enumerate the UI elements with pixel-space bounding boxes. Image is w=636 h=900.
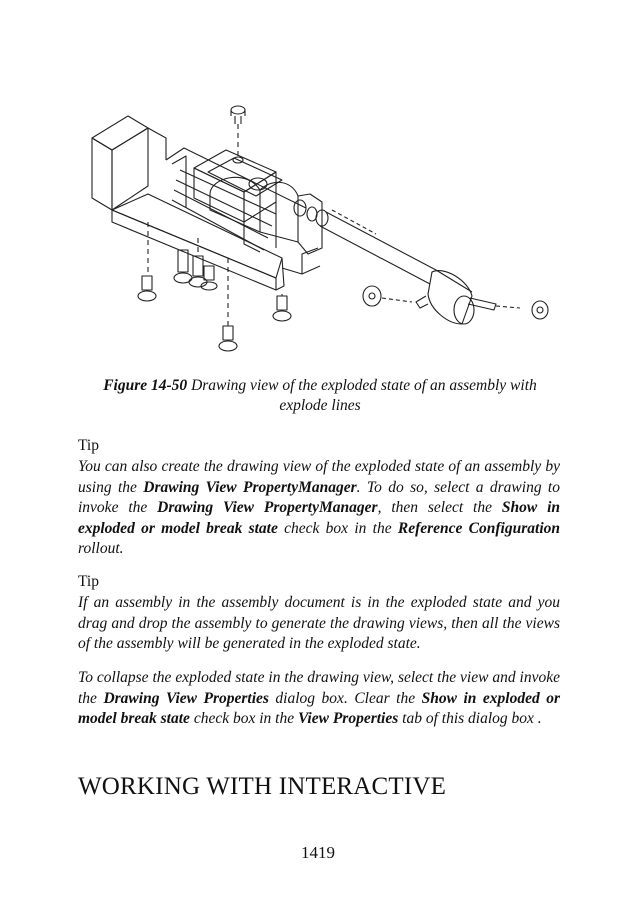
text-run: , then select the [377,499,502,516]
page-number: 1419 [301,843,335,862]
bold-term: Drawing View PropertyManager [157,499,378,516]
text-run: To collapse the exploded state in the drawing view, select the view and invoke the [78,669,560,707]
collapse-paragraph [78,668,560,730]
tip-label: Tip [78,573,99,590]
figure-label: Figure 14-50 [103,377,188,394]
top-screw [231,106,245,163]
text-run: tab of this dialog box . [398,710,542,727]
text-run: check box in the [277,519,398,537]
tip-paragraph-1 [78,457,560,560]
bold-term: View Properties [297,710,399,727]
bold-term: Drawing View Properties [103,689,269,707]
text-run: rollout. [78,540,124,557]
text-run: dialog box. Clear the [268,689,422,707]
tip-label: Tip [78,437,99,454]
bold-term: Show in exploded or model break state [78,689,561,727]
vise-base [92,116,320,290]
moving-jaw [194,150,322,254]
vise-screw [294,200,548,324]
text-run: You can also create the drawing view of the exploded state of an assembly by using the [78,458,560,496]
text-run: check box in the [189,710,298,727]
section-heading: WORKING WITH INTERACTIVE [78,773,447,800]
handle-ball [363,286,412,306]
bold-term: Drawing View PropertyManager [143,478,357,496]
figure-caption [80,376,560,416]
figure-caption-text: Drawing view of the exploded state of an assembly with explode lines [191,377,537,414]
bold-term: Show in exploded or model break state [78,499,560,537]
tip-paragraph-2: If an assembly in the assembly document is in the exploded state and you drag and drop the assembly to generate the drawing views, then all the views of the assembly will be generated in the exploded state. [78,594,560,652]
bold-term: Reference Configuration [397,519,560,537]
exploded-assembly-drawing [76,98,566,360]
text-run: . To do so, select a drawing to invoke the [78,478,560,516]
